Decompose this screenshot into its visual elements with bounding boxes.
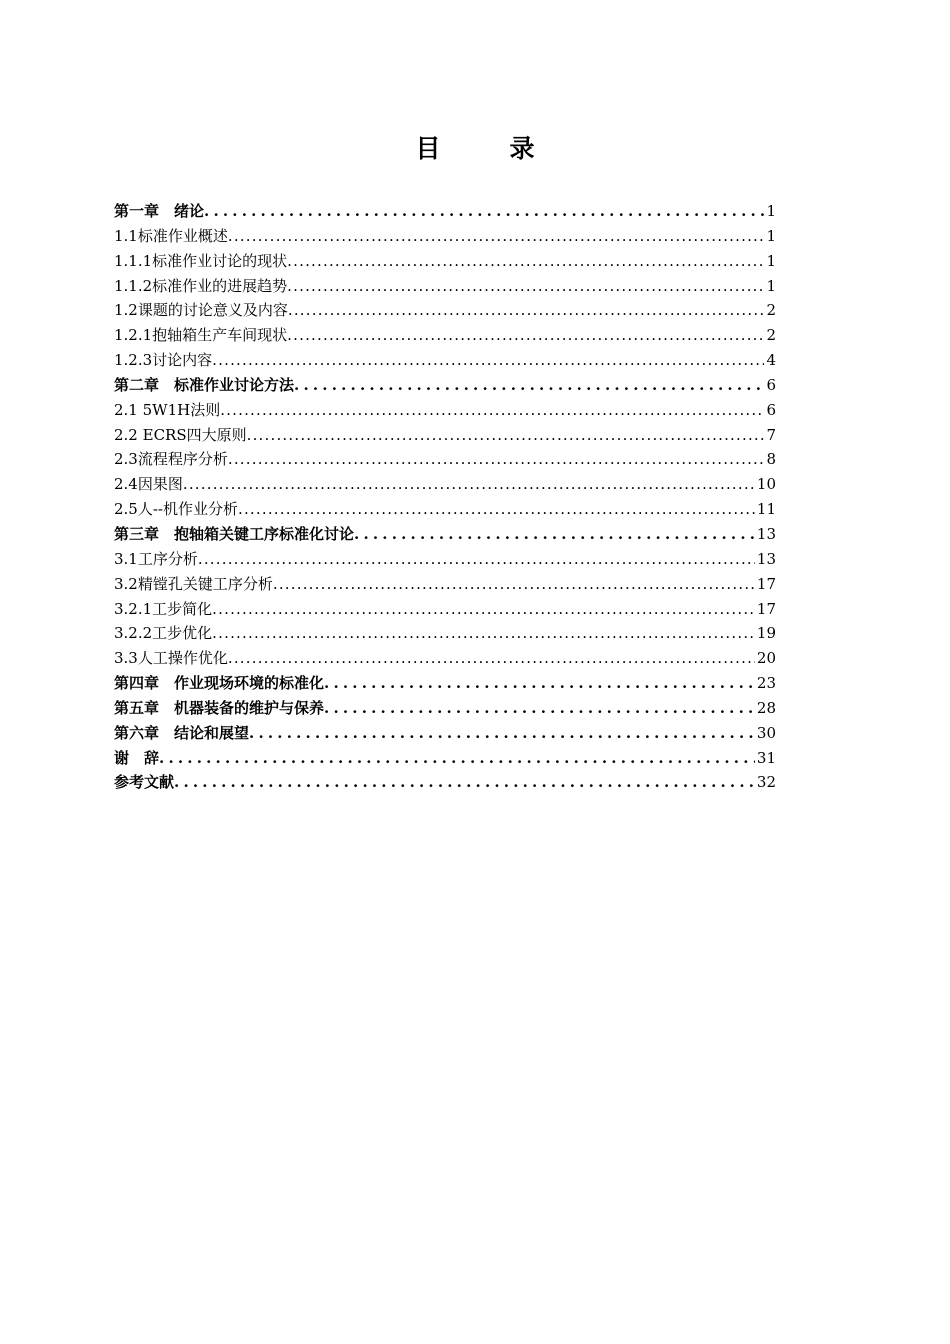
toc-section-entry[interactable]: [114, 274, 776, 299]
toc-page-number: 19: [756, 624, 776, 643]
toc-entry-label: 参考文献: [114, 773, 175, 792]
toc-entry-label: 2.3流程程序分析: [114, 450, 228, 469]
toc-page-number: 6: [766, 400, 776, 419]
toc-dot-leader: [212, 597, 755, 622]
toc-entry-label: 1.2.1抱轴箱生产车间现状: [114, 326, 288, 345]
toc-section-entry[interactable]: [114, 547, 776, 572]
toc-dot-leader: [247, 423, 765, 448]
toc-entry-label: 3.2.2工步优化: [114, 624, 213, 643]
toc-dot-leader: [198, 547, 755, 572]
toc-page-number: 1: [766, 276, 776, 295]
toc-dot-leader: [238, 497, 755, 522]
toc-page-number: 17: [756, 574, 776, 593]
toc-page-number: 7: [766, 425, 776, 444]
toc-entry-label: 谢 辞: [114, 748, 160, 767]
toc-page-number: 2: [766, 301, 776, 320]
toc-section-entry[interactable]: [114, 323, 776, 348]
toc-entry-label: 2.5人--机作业分析: [114, 500, 238, 519]
toc-chapter-entry[interactable]: [114, 746, 776, 771]
toc-chapter-entry[interactable]: [114, 696, 776, 721]
toc-entry-label: 3.3人工操作优化: [114, 649, 228, 668]
toc-dot-leader: [294, 373, 764, 398]
toc-dot-leader: [287, 249, 764, 274]
toc-entry-label: 1.1标准作业概述: [114, 226, 228, 245]
toc-page-number: 1: [766, 251, 776, 270]
toc-section-entry[interactable]: [114, 348, 776, 373]
toc-entry-label: 1.2课题的讨论意义及内容: [114, 301, 288, 320]
toc-page-number: 20: [756, 649, 776, 668]
toc-entry-label: 1.2.3讨论内容: [114, 351, 213, 370]
toc-page-number: 13: [756, 549, 776, 568]
toc-page-number: 32: [756, 773, 776, 792]
toc-entry-label: 第六章 结论和展望: [114, 723, 250, 742]
toc-dot-leader: [228, 447, 765, 472]
toc-entry-label: 2.1 5W1H法则: [114, 400, 221, 419]
toc-page-number: 23: [756, 674, 776, 693]
toc-page-number: 17: [756, 599, 776, 618]
toc-page-number: 28: [756, 698, 776, 717]
toc-entry-label: 1.1.2标准作业的进展趋势: [114, 276, 288, 295]
toc-dot-leader: [288, 298, 765, 323]
toc-section-entry[interactable]: [114, 646, 776, 671]
toc-page-number: 1: [766, 226, 776, 245]
toc-entry-label: 1.1.1标准作业讨论的现状: [114, 251, 288, 270]
toc-chapter-entry[interactable]: [114, 199, 776, 224]
toc-dot-leader: [174, 770, 755, 795]
toc-dot-leader: [354, 522, 755, 547]
toc-dot-leader: [212, 348, 764, 373]
toc-dot-leader: [228, 646, 755, 671]
toc-entry-label: 第五章 机器装备的维护与保养: [114, 698, 325, 717]
toc-dot-leader: [287, 274, 764, 299]
toc-entry-label: 第三章 抱轴箱关键工序标准化讨论: [114, 524, 355, 543]
toc-dot-leader: [324, 671, 755, 696]
toc-dot-leader: [212, 621, 755, 646]
table-of-contents: [114, 199, 776, 795]
page-title: 目 录: [415, 134, 557, 163]
toc-dot-leader: [273, 572, 755, 597]
toc-chapter-entry[interactable]: [114, 721, 776, 746]
toc-section-entry[interactable]: [114, 572, 776, 597]
toc-page-number: 13: [756, 524, 776, 543]
toc-entry-label: 第二章 标准作业讨论方法: [114, 375, 295, 394]
toc-section-entry[interactable]: [114, 621, 776, 646]
toc-entry-label: 第四章 作业现场环境的标准化: [114, 674, 325, 693]
toc-chapter-entry[interactable]: [114, 373, 776, 398]
toc-page-number: 8: [766, 450, 776, 469]
toc-section-entry[interactable]: [114, 597, 776, 622]
toc-chapter-entry[interactable]: [114, 522, 776, 547]
toc-section-entry[interactable]: [114, 224, 776, 249]
toc-page-number: 4: [766, 351, 776, 370]
toc-chapter-entry[interactable]: [114, 671, 776, 696]
toc-section-entry[interactable]: [114, 497, 776, 522]
toc-section-entry[interactable]: [114, 298, 776, 323]
toc-section-entry[interactable]: [114, 249, 776, 274]
toc-page-number: 31: [756, 748, 776, 767]
toc-entry-label: 2.2 ECRS四大原则: [114, 425, 247, 444]
toc-section-entry[interactable]: [114, 472, 776, 497]
toc-section-entry[interactable]: [114, 398, 776, 423]
toc-entry-label: 3.1工序分析: [114, 549, 198, 568]
toc-dot-leader: [159, 746, 755, 771]
toc-dot-leader: [220, 398, 764, 423]
toc-page-number: 1: [766, 202, 776, 220]
toc-dot-leader: [287, 323, 764, 348]
toc-entry-label: 第一章 绪论: [114, 202, 205, 220]
toc-dot-leader: [324, 696, 755, 721]
toc-page-number: 10: [756, 475, 776, 494]
toc-entry-label: 2.4因果图: [114, 475, 183, 494]
toc-page-number: 30: [756, 723, 776, 742]
toc-section-entry[interactable]: [114, 423, 776, 448]
toc-dot-leader: [204, 199, 764, 224]
toc-dot-leader: [183, 472, 755, 497]
toc-dot-leader: [228, 224, 765, 249]
toc-chapter-entry[interactable]: [114, 770, 776, 795]
toc-entry-label: 3.2精镗孔关键工序分析: [114, 574, 273, 593]
toc-page-number: 11: [756, 500, 776, 519]
toc-page-number: 6: [766, 375, 776, 394]
toc-page-number: 2: [766, 326, 776, 345]
toc-section-entry[interactable]: [114, 447, 776, 472]
toc-dot-leader: [249, 721, 755, 746]
toc-entry-label: 3.2.1工步简化: [114, 599, 213, 618]
